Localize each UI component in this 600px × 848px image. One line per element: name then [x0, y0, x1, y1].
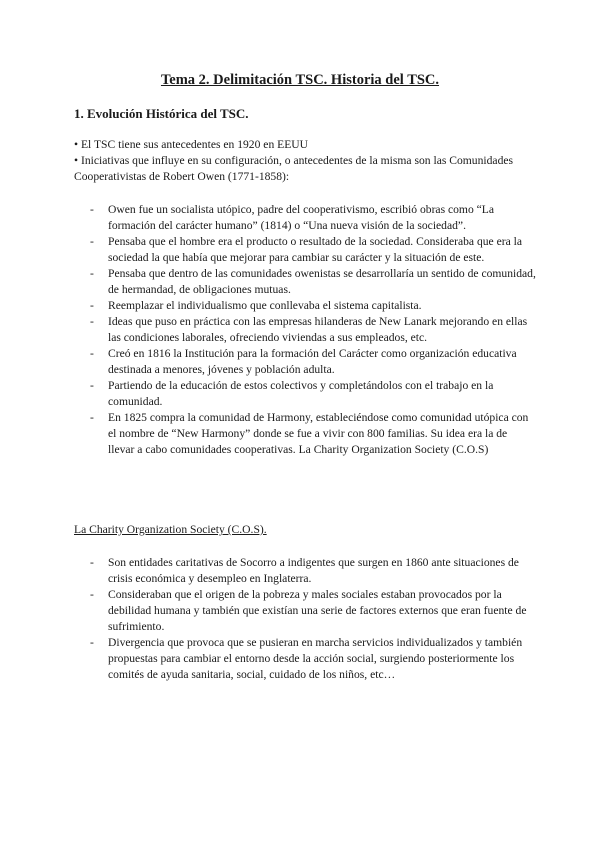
section-heading-evolucion: 1. Evolución Histórica del TSC.: [74, 106, 249, 121]
list-item: - Creó en 1816 la Institución para la formación del Carácter como organización educativa destinada a menores, jóvenes y población adulta.: [90, 346, 536, 378]
list-item: - Son entidades caritativas de Socorro a indigentes que surgen en 1860 ante situaciones de crisis económica y desempleo en Inglaterra.: [90, 555, 536, 587]
list-item: - Consideraban que el origen de la pobreza y males sociales estaban provocados por la debilidad humana y también que existían una serie de factores externos que eran fuente de sufrimiento.: [90, 587, 536, 635]
list-item: - En 1825 compra la comunidad de Harmony, estableciéndose como comunidad utópica con el nombre de “New Harmony” donde se fue a vivir con 800 familias. Su idea era la de llevar a cabo comunidades cooperativas. La Charity Organization Society (C.O.S): [90, 410, 536, 458]
list-item: - Partiendo de la educación de estos colectivos y completándolos con el trabajo en la comunidad.: [90, 378, 536, 410]
intro-line: • Iniciativas que influye en su configuración, o antecedentes de la misma son las Comunidades Cooperativistas de Robert Owen (1771-1858):: [74, 154, 514, 183]
section-heading-cos: La Charity Organization Society (C.O.S).: [74, 523, 267, 536]
list-item: - Pensaba que dentro de las comunidades owenistas se desarrollaría un sentido de comunidad, de hermandad, de obligaciones mutuas.: [90, 266, 536, 298]
list-item: - Divergencia que provoca que se pusieran en marcha servicios individualizados y también propuestas para cambiar el entorno desde la acción social, surgiendo posteriormente los comités de ayuda sanitaria, social, cuidado de los niños, etc…: [90, 635, 536, 683]
list-item: - Owen fue un socialista utópico, padre del cooperativismo, escribió obras como “La formación del carácter humano” (1814) o “Una nueva visión de la sociedad”.: [90, 202, 536, 234]
intro-paragraphs: [74, 137, 534, 185]
intro-line: • El TSC tiene sus antecedentes en 1920 en EEUU: [74, 138, 309, 151]
cos-list: [90, 555, 536, 683]
owen-list: [90, 202, 536, 458]
list-item: - Reemplazar el individualismo que conllevaba el sistema capitalista.: [90, 298, 536, 314]
list-item: - Pensaba que el hombre era el producto o resultado de la sociedad. Consideraba que era la sociedad la que había que mejorar para cambiar su carácter y la situación de este.: [90, 234, 536, 266]
document-title: Tema 2. Delimitación TSC. Historia del TSC.: [160, 72, 440, 88]
list-item: - Ideas que puso en práctica con las empresas hilanderas de New Lanark mejorando en ellas las condiciones laborales, ofreciendo viviendas a sus empleados, etc.: [90, 314, 536, 346]
